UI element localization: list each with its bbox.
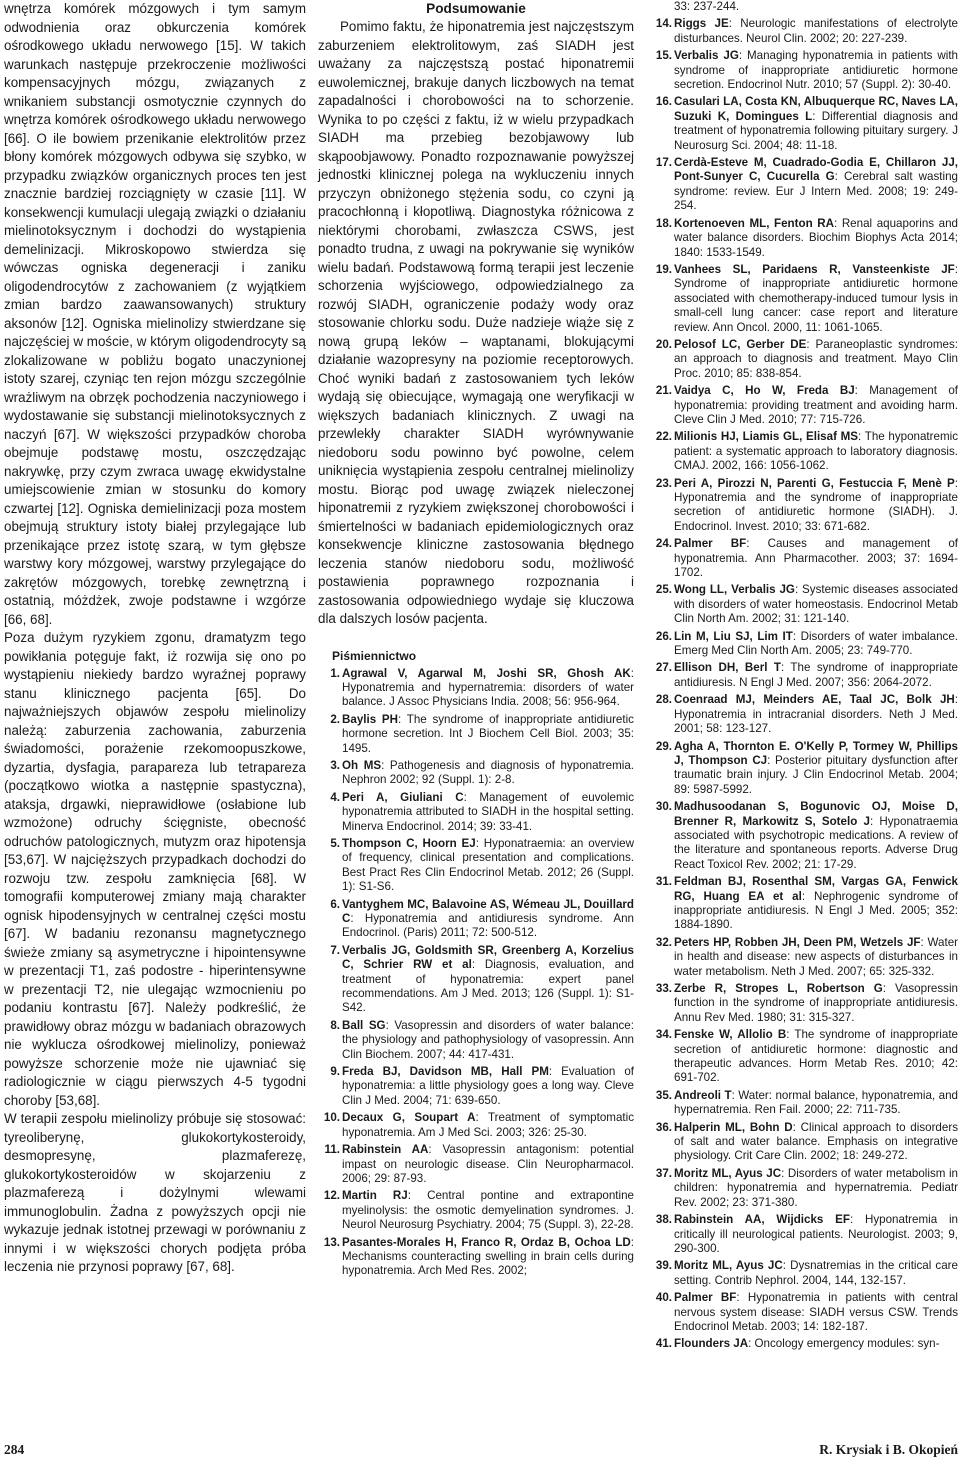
reference-item: [318, 1111, 634, 1140]
middle-column: [318, 0, 634, 1282]
reference-item: [650, 583, 958, 626]
reference-number: 6.: [330, 897, 340, 911]
reference-authors: Lin M, Liu SJ, Lim IT: [674, 629, 793, 643]
reference-citation: : Posterior pituitary dysfunction after traumatic brain injury. J Clin Endocrinol Metab. 2004; 89: 5987-5992.: [674, 753, 958, 796]
reference-authors: Vaidya C, Ho W, Freda BJ: [674, 384, 855, 398]
section-title: Podsumowanie: [426, 1, 526, 16]
reference-number: 25.: [655, 583, 672, 597]
reference-number: 16.: [655, 95, 672, 109]
reference-number: 2.: [330, 712, 340, 726]
reference-item: [650, 49, 958, 92]
reference-item: [650, 1291, 958, 1334]
reference-list: [318, 667, 634, 1279]
reference-citation: : Diagnosis, evaluation, and treatment of hyponatremia: expert panel recommendations. Am J Med. 2013; 126 (Suppl. 1): S1-S42.: [342, 958, 634, 1015]
reference-item: [650, 1259, 958, 1288]
reference-number: 11.: [324, 1143, 340, 1157]
reference-item: [318, 1019, 634, 1062]
reference-citation: : Managing hyponatremia in patients with syndrome of inappropriate antidiuretic hormone secretion. Endocrinol Nutr. 2010; 57 (Suppl. 2): 30-40.: [674, 49, 958, 92]
reference-number: 31.: [655, 875, 672, 889]
reference-number: 19.: [655, 262, 672, 276]
reference-number: 38.: [655, 1213, 672, 1227]
reference-authors: Pelosof LC, Gerber DE: [674, 337, 807, 351]
page-footer: [0, 1440, 960, 1462]
reference-citation: : Oncology emergency modules: syn-: [748, 1337, 940, 1351]
reference-citation: : The hyponatremic patient: a systematic approach to laboratory diagnosis. CMAJ. 2002, 166: 1056-1062.: [674, 430, 958, 473]
reference-authors: Pasantes-Morales H, Franco R, Ordaz B, Ochoa LD: [342, 1235, 631, 1249]
reference-number: 7.: [330, 943, 340, 957]
reference-item: [318, 1065, 634, 1108]
reference-authors: Palmer BF: [674, 537, 747, 551]
reference-number: 4.: [330, 790, 340, 804]
reference-citation: : Systemic diseases associated with disorders of water homeostasis. Endocrinol Metab Clin North Am. 2002; 31: 121-140.: [674, 583, 958, 626]
reference-authors: Coenraad MJ, Meinders AE, Taal JC, Bolk JH: [674, 693, 955, 707]
reference-item: [650, 661, 958, 690]
reference-citation: : Vasopressin function in the syndrome of inappropriate antidiuresis. Annu Rev Med. 1980; 31: 315-327.: [674, 982, 958, 1024]
reference-item: [650, 1121, 958, 1164]
reference-number: 41.: [655, 1337, 672, 1351]
reference-number: 35.: [655, 1088, 672, 1102]
reference-item: [318, 713, 634, 756]
reference-number: 17.: [655, 156, 672, 170]
reference-item: [318, 837, 634, 895]
reference-authors: Ellison DH, Berl T: [674, 661, 781, 675]
reference-authors: Verbalis JG, Goldsmith SR, Greenberg A, Korzelius C, Schrier RW et al: [342, 943, 634, 972]
reference-citation: : Dysnatremias in the critical care setting. Contrib Nephrol. 2004, 144, 132-157.: [674, 1259, 958, 1287]
reference-item: [650, 936, 958, 979]
reference-number: 28.: [655, 693, 672, 707]
reference-citation: : Syndrome of inappropriate antidiuretic hormone associated with chemotherapy-induced tumour lysis in small-cell lung cancer: case report and literature review. Ann Oncol. 2000, 11: 1061-1065.: [674, 262, 958, 334]
reference-authors: Peri A, Giuliani C: [342, 790, 464, 804]
reference-item: [318, 791, 634, 834]
reference-citation: : Hyponatremia and the syndrome of inappropriate secretion of antidiuretic hormone (SIADH). J. Endocrinol. Invest. 2010; 33: 671-682.: [674, 476, 958, 533]
reference-authors: Flounders JA: [674, 1337, 749, 1351]
reference-citation: : The syndrome of inappropriate antidiuretic hormone secretion. Int J Biochem Cell Biol. 2003; 35: 1495.: [342, 712, 634, 755]
reference-citation: : Water: normal balance, hyponatremia, and hypernatremia. Ren Fail. 2000; 22: 711-735.: [674, 1088, 959, 1117]
running-authors: R. Krysiak i B. Okopień: [819, 1442, 958, 1457]
reference-continuation: 33: 237-244.: [674, 0, 740, 13]
reference-item: [650, 1213, 958, 1256]
reference-number: 9.: [330, 1065, 340, 1079]
reference-citation: : Hyponatremia and antidiuresis syndrome. Ann Endocrinol. (Paris) 2011; 72: 500-512.: [342, 912, 634, 940]
reference-citation: : Hyponatremia and hypernatremia: disorders of water balance. J Assoc Physicians India. 2008; 56: 956-964.: [342, 666, 634, 709]
reference-citation: : Hyponatraemia associated with psychotropic medications. A review of the literature and spontaneous reports. Adverse Drug React Toxicol Rev. 2002; 21: 17-29.: [674, 814, 958, 871]
reference-number: 32.: [655, 935, 672, 949]
reference-authors: Ball SG: [342, 1018, 386, 1032]
reference-number: 3.: [330, 758, 340, 772]
reference-number: 27.: [655, 661, 672, 675]
reference-citation: : Clinical approach to disorders of salt and water balance. Emphasis on integrative physiology. Crit Care Clin. 2002; 18: 249-272.: [674, 1120, 958, 1163]
reference-authors: Wong LL, Verbalis JG: [674, 583, 795, 597]
reference-authors: Halperin ML, Bohn D: [674, 1120, 793, 1134]
reference-item: [650, 875, 958, 933]
reference-item: [650, 537, 958, 580]
reference-item: [650, 982, 958, 1025]
reference-authors: Rabinstein AA: [342, 1143, 429, 1157]
reference-number: 12.: [323, 1189, 340, 1203]
reference-authors: Oh MS: [342, 758, 382, 772]
reference-number: 39.: [655, 1259, 672, 1273]
reference-authors: Decaux G, Soupart A: [342, 1111, 476, 1125]
reference-authors: Moritz ML, Ayus JC: [674, 1259, 783, 1273]
reference-item: [650, 156, 958, 214]
reference-number: 37.: [655, 1166, 672, 1180]
reference-item: [650, 430, 958, 473]
reference-item: [650, 263, 958, 335]
reference-authors: Peters HP, Robben JH, Deen PM, Wetzels JF: [674, 935, 921, 949]
reference-citation: : The syndrome of inappropriate secretion of antidiuretic hormone: diagnostic and therapeutic advances. Horm Metab Res. 2010; 42: 691-702.: [674, 1028, 958, 1085]
references-title: Piśmiennictwo: [332, 648, 417, 663]
page-number: 284: [4, 1442, 25, 1457]
reference-number: 5.: [330, 836, 340, 850]
reference-item: [650, 800, 958, 872]
reference-citation: : Renal aquaporins and water balance disorders. Biochim Biophys Acta 2014; 1840: 1533-1549.: [674, 216, 959, 259]
reference-authors: Riggs JE: [674, 17, 729, 31]
reference-item: [650, 217, 958, 260]
reference-citation: : Nephrogenic syndrome of inappropriate antidiuresis. N Engl J Med. 2005; 352: 1884-1890.: [674, 889, 959, 932]
reference-number: 29.: [655, 739, 672, 753]
reference-authors: Verbalis JG: [674, 49, 739, 63]
reference-citation: : Hyponatremia in intracranial disorders. Neth J Med. 2001; 58: 123-127.: [674, 693, 958, 736]
summary-paragraph: Pomimo faktu, że hiponatremia jest najczęstszym zaburzeniem elektrolitowym, zaś SIADH jest uważany za najczęstszą postać hiponatremii euwolemicznej, brakuje danych liczbowych na temat zapadalności i chorobowości na to schorzenie. Wynika to po części z faktu, iż w wielu przypadkach SIADH ma przebieg bezobjawowy lub skąpoobjawowy. Ponadto rozpoznawanie powyższej jednostki klinicznej polega na wykluczeniu innych przyczyn obniżonego stężenia sodu, co czyni ją pracochłonną i kłopotliwą. Diagnostyka różnicowa z niektórymi chorobami, zwłaszcza CSWS, jest ponadto trudna, z uwagi na pokrywanie się wyników wielu badań. Podstawową formą terapii jest leczenie schorzenia wyjściowego, odpowiedzialnego za rozwój SIADH, ograniczenie podaży wody oraz stosowanie chlorku sodu. Duże nadzieje wiąże się z nową grupą leków – waptanami, blokującymi działanie wazopresyny na poziomie receptorowych. Choć wyniki badań z zastosowaniem tych leków wydają się obiecujące, wymagają one weryfikacji w większych badaniach klinicznych. Z uwagi na przewlekły charakter SIADH wyrównywanie niedoboru sodu powinno być powolne, celem uniknięcia wystąpienia zespołu centralnej mielinolizy mostu. Biorąc pod uwagę związek nieleczonej hiponatremii z ryzykiem zwiększonej chorobowości i śmiertelności w badaniach epidemiologicznych oraz konsekwencje kliniczne zastosowania błędnego leczenia stanów niedoboru sodu, możliwość postawienia poprawnego rozpoznania i zastosowania odpowiedniego wydaje się kluczowa dla dalszych losów pacjenta.: [318, 19, 634, 626]
reference-item: [318, 667, 634, 710]
reference-number: 33.: [655, 982, 672, 995]
reference-authors: Madhusoodanan S, Bogunovic OJ, Moise D, Brenner R, Markowitz S, Sotelo J: [674, 800, 958, 828]
body-paragraph: Poza dużym ryzykiem zgonu, dramatyzm tego powikłania potęguje fakt, iż rozwija się ono po wystąpieniu niekiedy bardzo wyraźnej poprawy stanu klinicznego pacjenta [65]. Do najważniejszych objawów zespołu mielinolizy należą: zaburzenia zachowania, zaburzenia świadomości, porażenie rzekomoopuszkowe, dyzartia, dysfagia, parapareza lub tetrapareza (początkowo wiotka a następnie spastyczna), ataksja, drgawki, nieprawidłowe (osłabione lub wzmożone) odruchy ścięgniste, obecność odruchów patologicznych, mutyzm oraz hipotensja [53,67]. W najcięższych przypadkach dochodzi do rozwoju tzw. zespołu zamknięcia [68]. W tomografii komputerowej zmiany mają charakter ognisk hipodensyjnych w centralnej części mostu [67]. W badaniu rezonansu magnetycznego świeże zmiany są asymetryczne i hipointensywne w prezentacji T1, zaś podostre - hiperintensywne w prezentacji T2, nie ulegając wzmocnieniu po podaniu kontrastu [67]. Należy podkreślić, że prawidłowy obraz mózgu w badaniach obrazowych nie wyklucza ośrodkowej mielinolizy, ponieważ powyższe schorzenie może nie ujawniać się radiologicznie w ciągu pierwszych 4-5 tygodni choroby [53,68].: [4, 630, 306, 1108]
reference-citation: : Vasopressin and disorders of water balance: the physiology and pathophysiology of vasopressin. Ann Clin Biochem. 2007; 44: 417-431.: [342, 1018, 634, 1061]
reference-authors: Rabinstein AA, Wijdicks EF: [674, 1213, 850, 1227]
reference-item: [650, 1337, 958, 1351]
reference-citation: : Disorders of water imbalance. Emerg Med Clin North Am. 2005; 23: 749-770.: [674, 629, 958, 658]
reference-citation: : Cerebral salt wasting syndrome: review. Eur J Intern Med. 2008; 19: 249-254.: [674, 170, 958, 213]
reference-item: [650, 477, 958, 535]
reference-item: [650, 740, 958, 798]
reference-number: 15.: [655, 49, 672, 63]
reference-authors: Freda BJ, Davidson MB, Hall PM: [342, 1065, 549, 1079]
reference-citation: : Hyponatremia in critically ill neurological patients. Neurologist. 2003; 9, 290-300.: [674, 1213, 958, 1255]
reference-item: [318, 898, 634, 941]
reference-citation: : Pathogenesis and diagnosis of hyponatremia. Nephron 2002; 92 (Suppl. 1): 2-8.: [342, 758, 634, 787]
reference-item: [650, 17, 958, 46]
body-paragraph: wnętrza komórek mózgowych i tym samym odwodnienia oraz obkurczenia komórek ośrodkowego układu nerwowego [15]. W takich warunkach następuje przekroczenie możliwości kompensacyjnych mózgu, związanych z wnikaniem substancji osmotycznie czynnych do wnętrza komórek ośrodkowego układu nerwowego [66]. O ile bowiem przenikanie elektrolitów przez błony komórek mózgowych odbywa się szybko, w przypadku związków organicznych proces ten jest znacznie bardziej rozciągnięty w czasie [11]. W konsekwencji kumulacji ulegają związki o działaniu mielinotoksycznym i dochodzi do wystąpienia demelinizacji. Mikroskopowo stwierdza się wówczas ogniska degeneracji i zaniku oligodendrocytów z zachowaniem (z wyjątkiem zmian bardzo zaawansowanych) struktury aksonów [12]. Ogniska mielinolizy stwierdzane się najczęściej w moście, w którym oligodendrocyty są zlokalizowane w pobliżu bogato unaczynionej istoty szarej, czyniąc ten rejon mózgu szczególnie wrażliwym na obrzęk pochodzenia naczyniowego i wydostawanie się substancji mielinotoksycznych z naczyń [67]. W większości przypadków choroba obejmuje podstawę mostu, oszczędzając nakrywkę, przy czym zwraca uwagę ekwidystalne umiejscowienie zmian w stosunku do komory czwartej [12]. Ogniska demielinizacji poza mostem obejmują struktury istoty białej przylegające lub przenikające przez istotę szarą, w tym głębsze warstwy kory mózgowej, warstwy przylegające do zakrętów mózgowych, torebkę zewnętrzną i ostatnią, móżdżek, zwoje podstawne i wzgórze [66, 68].: [4, 1, 306, 627]
reference-number: 26.: [655, 629, 672, 643]
reference-number: 21.: [655, 384, 672, 398]
reference-authors: Palmer BF: [674, 1291, 737, 1305]
reference-citation: : Neurologic manifestations of electrolyte disturbances. Neurol Clin. 2002; 20: 227-239.: [674, 17, 958, 45]
reference-citation: : Causes and management of hyponatremia. Ann Pharmacother. 2003; 37: 1694-1702.: [674, 537, 958, 580]
reference-item: [650, 384, 958, 427]
reference-citation: : Management of euvolemic hyponatremia attributed to SIADH in the hospital setting. Minerva Endocrinol. 2014; 39: 33-41.: [342, 790, 634, 833]
reference-number: 13.: [323, 1235, 340, 1249]
reference-citation: : Water in health and disease: new aspects of disturbances in water metabolism. Neth J Med. 2007; 65: 325-332.: [674, 935, 959, 978]
reference-number: 22.: [655, 430, 672, 444]
reference-number: 36.: [655, 1120, 672, 1134]
reference-authors: Moritz ML, Ayus JC: [674, 1166, 782, 1180]
reference-item: [318, 1189, 634, 1232]
reference-number: 40.: [655, 1291, 672, 1305]
reference-authors: Feldman BJ, Rosenthal SM, Vargas GA, Fenwick RG, Huang EA et al: [674, 875, 958, 903]
reference-number: 1.: [330, 666, 340, 680]
reference-item: [318, 1143, 634, 1186]
reference-citation: : Hyponatraemia: an overview of frequency, clinical presentation and complications. Best Pract Res Clin Endocrinol Metab. 2012; 26 (Suppl. 1): S1-S6.: [342, 836, 634, 894]
reference-number: 24.: [655, 537, 672, 551]
reference-citation: : Evaluation of hyponatremia: a little physiology goes a long way. Cleve Clin J Med. 2004; 71: 639-650.: [342, 1065, 634, 1107]
reference-number: 10.: [323, 1111, 340, 1125]
reference-authors: Martin RJ: [342, 1189, 408, 1203]
reference-authors: Thompson C, Hoorn EJ: [342, 836, 476, 850]
reference-item: [650, 630, 958, 659]
reference-number: 23.: [655, 476, 672, 490]
reference-number: 30.: [655, 800, 672, 814]
reference-citation: : The syndrome of inappropriate antidiuresis. N Engl J Med. 2007; 356: 2064-2072.: [674, 661, 959, 689]
reference-number: 14.: [655, 17, 672, 31]
reference-item: [650, 1028, 958, 1086]
reference-item: [650, 1167, 958, 1210]
reference-authors: Agrawal V, Agarwal M, Joshi SR, Ghosh AK: [342, 666, 631, 680]
reference-item: [650, 693, 958, 736]
reference-citation: : Management of hyponatremia: providing treatment and avoiding harm. Cleve Clin J Med. 2010; 77: 715-726.: [674, 384, 958, 426]
reference-citation: : Treatment of symptomatic hyponatremia. Am J Med Sci. 2003; 326: 25-30.: [342, 1111, 634, 1139]
reference-list-continued: [650, 0, 958, 1352]
reference-number: 8.: [330, 1018, 340, 1032]
reference-citation: : Vasopressin antagonism: potential impast on neurologic disease. Clin Neuropharmacol. 2006; 29: 87-93.: [342, 1143, 634, 1185]
reference-number: 20.: [655, 337, 672, 351]
reference-authors: Milionis HJ, Liamis GL, Elisaf MS: [674, 430, 859, 444]
reference-citation: : Mechanisms counteracting swelling in brain cells during hyponatremia. Arch Med Res. 2002;: [342, 1235, 634, 1278]
body-paragraph: W terapii zespołu mielinolizy próbuje się stosować: tyreoliberynę, glukokortykosteroidy, desmopresynę, plazmaferezę, glukokortykosteroidów w skojarzeniu z plazmaferezą i dożylnymi wlewami immunoglobulin. Żadna z powyższych opcji nie wykazuje jednak istotnej przewagi w porównaniu z innymi i w większości chorych podjęta próba leczenia nie przynosi poprawy [67, 68].: [4, 1111, 306, 1274]
reference-authors: Vanhees SL, Paridaens R, Vansteenkiste JF: [674, 262, 955, 276]
reference-authors: Fenske W, Allolio B: [674, 1028, 787, 1042]
reference-authors: Casulari LA, Costa KN, Albuquerque RC, Naves LA, Suzuki K, Domingues L: [674, 95, 958, 123]
right-column: [650, 0, 958, 1355]
reference-authors: Vantyghem MC, Balavoine AS, Wémeau JL, Douillard C: [342, 897, 634, 925]
reference-authors: Baylis PH: [342, 712, 398, 726]
reference-item: [318, 944, 634, 1016]
reference-number: 18.: [655, 216, 672, 230]
reference-number: 34.: [655, 1028, 672, 1042]
reference-authors: Agha A, Thornton E. O'Kelly P, Tormey W, Phillips J, Thompson CJ: [674, 739, 958, 767]
reference-citation: : Central pontine and extrapontine myelinolysis: the osmotic demyelination syndromes. J. Neurol Neurosurg Psychiatry. 2004; 75 (Suppl. 3), 22-28.: [342, 1189, 635, 1232]
left-column: [4, 0, 306, 1277]
reference-item: [650, 338, 958, 381]
reference-authors: Kortenoeven ML, Fenton RA: [674, 216, 834, 230]
reference-item: [318, 1236, 634, 1279]
reference-item: [318, 759, 634, 788]
reference-citation: : Differential diagnosis and treatment of hyponatremia following pituitary surgery. J Neurosurg Sci. 2004; 48: 11-18.: [674, 109, 958, 152]
reference-citation: : Paraneoplastic syndromes: an approach to diagnosis and treatment. Mayo Clin Proc. 2010; 85: 838-854.: [674, 337, 959, 380]
reference-authors: Andreoli T: [674, 1088, 732, 1102]
reference-authors: Peri A, Pirozzi N, Parenti G, Festuccia F, Menè P: [674, 476, 955, 490]
reference-item: [650, 1089, 958, 1118]
reference-item: [650, 95, 958, 153]
reference-citation: : Disorders of water metabolism in children: hyponatremia and hypernatremia. Pediatr Rev. 2002; 23: 371-380.: [674, 1166, 958, 1209]
reference-authors: Zerbe R, Stropes L, Robertson G: [674, 982, 883, 995]
reference-citation: : Hyponatremia in patients with central nervous system disease: SIADH versus CSW. Trends Endocrinol Metab. 2003; 14: 182-187.: [674, 1291, 958, 1333]
reference-authors: Cerdà-Esteve M, Cuadrado-Godia E, Chillaron JJ, Pont-Sunyer C, Cucurella G: [674, 156, 958, 184]
